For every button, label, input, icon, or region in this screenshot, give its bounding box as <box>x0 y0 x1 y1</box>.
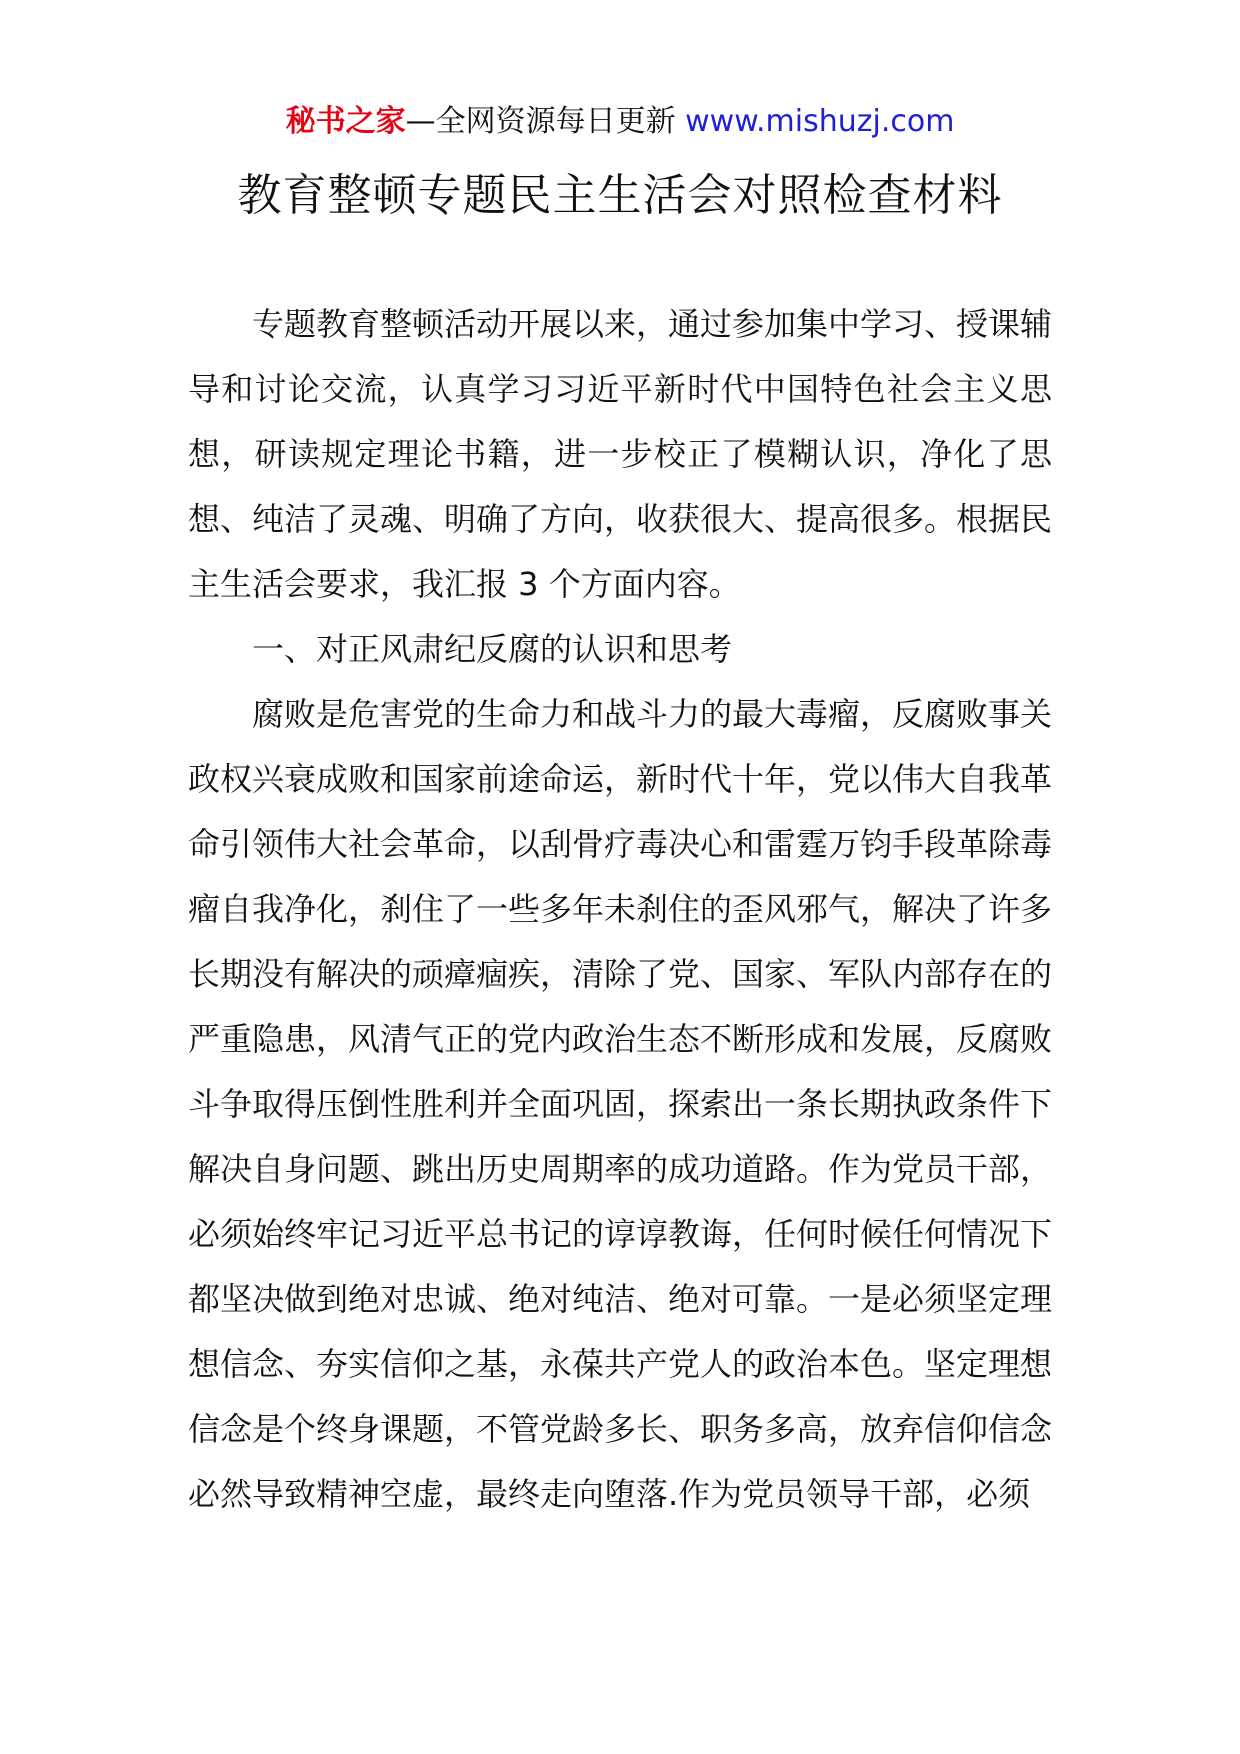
document-title: 教育整顿专题民主生活会对照检查材料 <box>237 170 1003 221</box>
brand-name: 秘书之家 <box>285 104 406 139</box>
header-tagline: —全网资源每日更新 <box>405 104 676 139</box>
site-header <box>0 100 1240 144</box>
document-body <box>188 292 1052 1527</box>
body-paragraph: 腐败是危害党的生命力和战斗力的最大毒瘤，反腐败事关政权兴衰成败和国家前途命运，新时代十年，党以伟大自我革命引领伟大社会革命，以刮骨疗毒决心和雷霆万钧手段革除毒瘤自我净化，刹住了一些多年未刹住的歪风邪气，解决了许多长期没有解决的顽瘴痼疾，清除了党、国家、军队内部存在的严重隐患，风清气正的党内政治生态不断形成和发展，反腐败斗争取得压倒性胜利并全面巩固，探索出一条长期执政条件下解决自身问题、跳出历史周期率的成功道路。作为党员干部，必须始终牢记习近平总书记的谆谆教诲，任何时候任何情况下都坚决做到绝对忠诚、绝对纯洁、绝对可靠。一是必须坚定理想信念、夯实信仰之基，永葆共产党人的政治本色。坚定理想信念是个终身课题，不管党龄多长、职务多高，放弃信仰信念必然导致精神空虚，最终走向堕落.作为党员领导干部，必须 <box>188 695 1053 1513</box>
section-heading: 一、对正风肃纪反腐的认识和思考 <box>252 630 733 668</box>
intro-paragraph: 专题教育整顿活动开展以来，通过参加集中学习、授课辅导和讨论交流，认真学习习近平新时代中国特色社会主义思想，研读规定理论书籍，进一步校正了模糊认识，净化了思想、纯洁了灵魂、明确了方向，收获很大、提高很多。根据民主生活会要求，我汇报 3 个方面内容。 <box>188 305 1053 603</box>
site-url-link[interactable]: www.mishuzj.com <box>685 104 955 139</box>
